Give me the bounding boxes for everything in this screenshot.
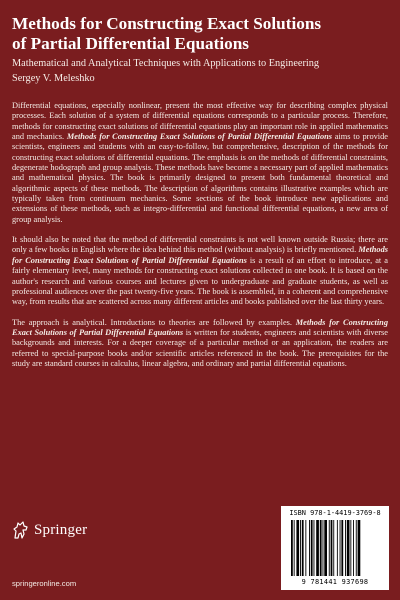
book-title [12, 14, 392, 54]
emphasized-book-title: Methods for Constructing Exact Solutions of Partial Differential Equations [66, 132, 333, 142]
blurb-text-run: is a result of an effort to introduce, at a fairly elementary level, many methods for constructing exact solutions collected in one book. It is based on the author's research and various courses and lectures given to undergraduate and graduate students, as well as professional audiences over the past twenty-five years. The book is assembled, in a coherent and comprehensive way, from results that are scattered across many different articles and books published over the last thirty years. [12, 255, 388, 307]
blurb-paragraph-2 [12, 235, 388, 307]
barcode-bars [290, 520, 380, 578]
blurb-text-run: aims to provide scientists, engineers and students with an easy-to-follow, but comprehensive, description of the methods for constructing exact solutions of differential equations. The emphasis is on the methods of differential constraints, degenerate hodograph and group analysis. These methods have become a necessary part of applied mathematics and mathematical physics. The book is primarily designed to present both fundamental theoretical and algorithmic aspects of these methods. The description of algorithms contains illustrative examples which are typically taken from continuum mechanics. Some sections of the book introduce new applications and extensions of these methods, such as integro-differential and functional differential equations, a new area of group analysis. [12, 132, 388, 224]
book-subtitle: Mathematical and Analytical Techniques with Applications to Engineering [12, 58, 320, 69]
springer-logo-word: Springer [34, 521, 88, 538]
blurb-text [12, 101, 388, 369]
book-author: Sergey V. Meleshko [12, 73, 95, 84]
emphasized-book-title: Methods for Constructing Exact Solutions of Partial Differential Equations [12, 317, 388, 337]
springer-horse-icon [12, 520, 30, 540]
blurb-paragraph-3 [12, 318, 388, 370]
barcode-digits: 9 781441 937698 [301, 578, 369, 586]
blurb-text-run: Differential equations, especially nonlinear, present the most effective way for describing complex physical processes. Each solution of a system of differential equations corresponds to a particular process. Therefore, methods for constructing exact solutions of differential equations play an important role in applied mathematics and mechanics. [12, 101, 388, 142]
book-title-line-1: Methods for Constructing Exact Solutions [12, 14, 322, 33]
blurb-paragraph-1 [12, 101, 388, 225]
blurb-text-run: The approach is analytical. Introductions to theories are followed by examples. [12, 317, 296, 327]
blurb-text-run: is written for students, engineers and scientists with diverse backgrounds and interests. For a deeper coverage of a particular method or an application, the readers are referred to special-purpose books and/or scientific articles referenced in the book. The prerequisites for the study are standard courses in calculus, linear algebra, and ordinary and partial differential equations. [12, 327, 388, 368]
publisher-website: springeronline.com [12, 579, 77, 588]
book-title-line-2: of Partial Differential Equations [12, 34, 249, 53]
isbn-barcode [281, 506, 389, 590]
springer-logo [12, 519, 87, 541]
emphasized-book-title: Methods for Constructing Exact Solutions of Partial Differential Equations [12, 245, 388, 265]
isbn-label: ISBN 978-1-4419-3769-8 [289, 509, 381, 517]
blurb-text-run: It should also be noted that the method of differential constraints is not well known outside Russia; there are only a few books in English where the idea behind this method (without analysis) is briefly mentioned. [12, 235, 388, 255]
